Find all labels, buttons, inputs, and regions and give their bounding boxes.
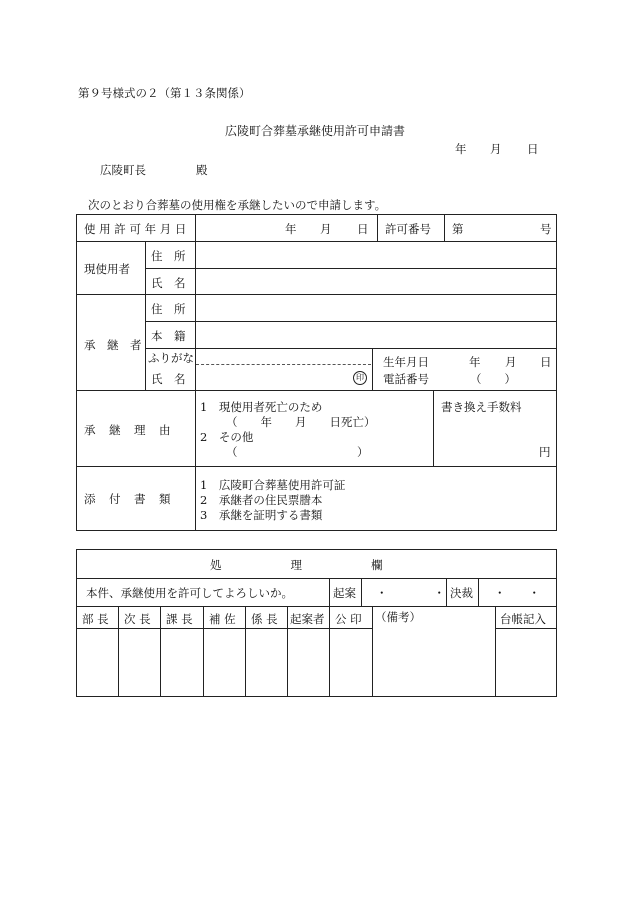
date-year-label: 年 [455, 142, 467, 156]
permit-day-label: 日 [357, 222, 369, 236]
permit-number-prefix: 第 [452, 222, 464, 236]
date-day-label: 日 [527, 142, 539, 156]
birth-day-label: 日 [540, 355, 552, 369]
document-title: 広陵町合葬墓承継使用許可申請書 [225, 124, 406, 138]
role-kiansha: 起案者 [290, 612, 325, 626]
successor-domicile-label: 本 籍 [151, 329, 186, 343]
birth-year-label: 年 [469, 355, 481, 369]
phone-label: 電話番号 [383, 372, 429, 386]
decision-label: 決裁 [450, 586, 473, 600]
current-user-label: 現使用者 [84, 262, 130, 276]
role-hosa: 補 佐 [209, 612, 236, 626]
honorific: 殿 [196, 163, 208, 177]
current-user-address-label: 住 所 [151, 249, 186, 263]
seal-mark: 印 [353, 371, 367, 385]
draft-date-dots: ・ ・ [376, 586, 445, 600]
successor-furigana-field[interactable] [198, 350, 370, 363]
permit-number-suffix: 号 [540, 222, 552, 236]
permit-date-field[interactable] [198, 218, 374, 238]
reason-death-date: （ 年 月 日死亡） [226, 415, 376, 429]
attachments-label: 添 付 書 類 [84, 492, 172, 506]
successor-domicile-field[interactable] [198, 324, 554, 345]
decision-date-dots: ・ ・ [494, 586, 540, 600]
role-koin: 公 印 [335, 612, 362, 626]
current-user-name-label: 氏 名 [151, 276, 186, 290]
role-bucho: 部 長 [82, 612, 109, 626]
phone-paren: （ ） [470, 372, 516, 386]
permit-date-label: 使 用 許 可 年 月 日 [84, 222, 187, 236]
permit-number-label: 許可番号 [385, 222, 431, 236]
successor-address-field[interactable] [198, 297, 554, 318]
attachment-2: 2 承継者の住民票謄本 [200, 493, 323, 507]
approval-text: 本件、承継使用を許可してよろしいか。 [86, 586, 293, 600]
successor-name-label: 氏 名 [151, 372, 186, 386]
successor-name-field[interactable] [198, 367, 348, 387]
form-number: 第９号様式の２（第１３条関係） [78, 86, 251, 100]
intro-text: 次のとおり合葬墓の使用権を承継したいので申請します。 [88, 198, 387, 212]
permit-month-label: 月 [320, 222, 332, 236]
reason-other-close: ） [357, 445, 369, 459]
current-user-name-field[interactable] [198, 271, 554, 292]
successor-furigana-label: ふりがな [148, 351, 194, 365]
successor-address-label: 住 所 [151, 302, 186, 316]
reason-option-2: 2 その他 [200, 430, 254, 444]
permit-year-label: 年 [285, 222, 297, 236]
fee-field[interactable] [440, 420, 535, 460]
ledger-label: 台帳記入 [500, 612, 546, 626]
reason-option-1: 1 現使用者死亡のため [200, 400, 323, 414]
draft-label: 起案 [333, 586, 356, 600]
phone-field[interactable] [436, 368, 554, 387]
role-kakaricho: 係 長 [251, 612, 278, 626]
successor-label: 承 継 者 [84, 338, 142, 352]
birth-month-label: 月 [505, 355, 517, 369]
birthdate-field[interactable] [436, 351, 554, 367]
fee-label: 書き換え手数料 [441, 400, 522, 414]
fee-unit: 円 [539, 445, 551, 459]
remarks-label: （備考） [375, 610, 421, 624]
current-user-address-field[interactable] [198, 244, 554, 265]
role-jicho: 次 長 [124, 612, 151, 626]
addressee: 広陵町長 [100, 163, 146, 177]
date-month-label: 月 [490, 142, 502, 156]
processing-title: 処 理 欄 [210, 558, 383, 572]
role-kacho: 課 長 [166, 612, 193, 626]
reason-label: 承 継 理 由 [84, 423, 172, 437]
permit-number-field[interactable] [464, 218, 534, 238]
reason-other-field[interactable] [241, 443, 353, 460]
reason-other-open: （ [226, 445, 238, 459]
attachment-1: 1 広陵町合葬墓使用許可証 [200, 478, 346, 492]
attachment-3: 3 承継を証明する書類 [200, 508, 323, 522]
birthdate-label: 生年月日 [383, 355, 429, 369]
